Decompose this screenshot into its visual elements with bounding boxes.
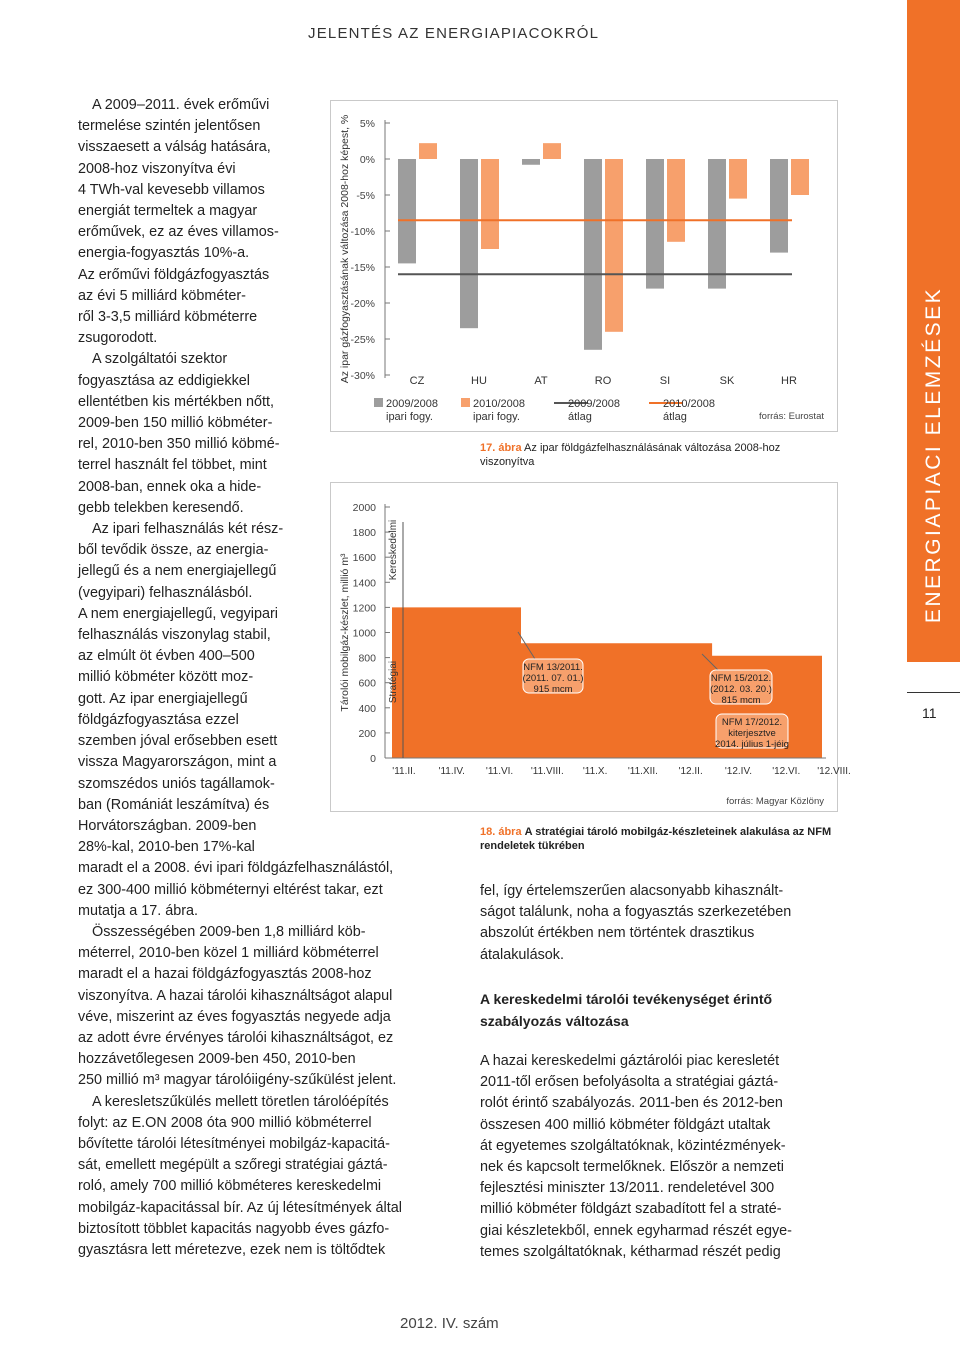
x-tick-label: SI — [659, 375, 671, 387]
text-line: véve, miszerint az éves fogyasztás negyede adja — [78, 1008, 391, 1025]
y-tick-label: -25% — [350, 334, 375, 346]
y-tick-label: 200 — [358, 727, 376, 740]
text-line: az évi 5 milliárd köbméter- — [78, 287, 246, 304]
annotation-nfm-15-text: NFM 15/2012. — [710, 673, 772, 684]
text-line: maradt el a hazai földgázfogyasztás 2008-hoz — [78, 966, 372, 983]
text-line: földgázfogyasztása ezzel — [78, 711, 239, 728]
y-tick-label: 1000 — [352, 627, 376, 640]
text-line: Összességében 2009-ben 1,8 milliárd köb- — [92, 923, 366, 940]
text-line: A nem energiajellegű, vegyipari — [78, 605, 278, 622]
right-column-text-bottom — [480, 1051, 840, 1263]
text-line: ban (Romániát leszámítva) és — [78, 796, 270, 813]
text-line: 28%-kal, 2010-ben 17%-kal — [78, 839, 255, 856]
annotation-nfm-17-text: NFM 17/2012. — [721, 717, 783, 728]
x-tick-label: '11.X. — [582, 766, 608, 777]
text-line: temes szolgáltatóknak, kétharmad részét pedig — [480, 1243, 781, 1260]
y-tick-label: 2000 — [352, 502, 376, 514]
text-line: A keresletszűkülés mellett töretlen tárolóépítés — [92, 1093, 389, 1110]
figure-17-caption-text: Az ipar földgázfelhasználásának változása 2008-hoz viszonyítva — [480, 442, 781, 468]
text-line: ez 300-400 millió köbméternyi eltérést takar, ezt — [78, 881, 383, 898]
x-tick-label: '12.VI. — [772, 766, 801, 777]
text-line: fogyasztása az eddigiekkel — [78, 372, 250, 389]
x-tick-label: CZ — [409, 375, 425, 387]
y-tick-label: -15% — [350, 262, 375, 274]
figure-18-chart — [330, 482, 851, 810]
legend-swatch — [374, 398, 383, 407]
y-tick-label: 1400 — [352, 577, 376, 590]
text-line: Az erőművi földgázfogyasztás — [78, 266, 270, 283]
text-line: fel, így értelemszerűen alacsonyabb kihasznált- — [480, 883, 784, 899]
x-tick-label: HR — [781, 375, 797, 387]
text-line: átalakulások. — [480, 946, 564, 963]
legend-label: 2010/2008 — [663, 398, 715, 410]
text-line: összesen 400 millió köbméter földgázt utaltak — [480, 1116, 771, 1133]
source-label: forrás: Magyar Közlöny — [726, 796, 824, 807]
text-line: maradt el a 2008. évi ipari földgázfelhasználástól, — [78, 860, 394, 877]
annotation-nfm-15-text: (2012. 03. 20.) — [710, 684, 772, 695]
legend-swatch — [461, 398, 470, 407]
text-line: termelése szintén jelentősen — [78, 118, 261, 135]
annotation-nfm-13-text: NFM 13/2011. — [523, 662, 583, 673]
text-line: ből tevődik össze, az energia- — [78, 542, 269, 559]
x-tick-label: '11.XII. — [627, 766, 658, 777]
y-tick-label: 0 — [370, 753, 376, 765]
text-line: folyt: az E.ON 2008 óta 900 millió köbméterrel — [78, 1114, 372, 1131]
bar-at-2010 — [543, 143, 561, 159]
text-line: felhasználás viszonylag stabil, — [78, 627, 271, 644]
bar-cz-2010 — [419, 143, 437, 159]
figure-18-caption-text: A stratégiai tároló mobilgáz-készleteinek alakulása az NFM rendeletek tükrében — [480, 826, 832, 852]
y-tick-label: -30% — [350, 370, 375, 382]
figure-17-caption-label: 17. ábra — [480, 442, 522, 454]
text-line: terrel használt fel többet, mint — [78, 457, 267, 474]
text-line: szomszédos uniós tagállamok- — [78, 775, 275, 792]
annotation-nfm-13-text: (2011. 07. 01.) — [522, 673, 584, 684]
text-line: hozzávetőlegesen 2009-ben 450, 2010-ben — [78, 1051, 356, 1068]
text-line: gott. Az ipar energiajellegű — [78, 690, 248, 707]
bar-sk-2009 — [708, 159, 726, 289]
bar-si-2009 — [646, 159, 664, 289]
x-tick-label: '12.VIII. — [817, 766, 851, 777]
page-number-rule — [907, 692, 960, 693]
bar-hr-2009 — [770, 159, 788, 253]
bar-ro-2010 — [605, 159, 623, 332]
text-line: méterrel, 2010-ben közel 1 milliárd köbméterrel — [78, 945, 379, 962]
text-line: 4 TWh-val kevesebb villamos — [78, 181, 265, 198]
x-tick-label: SK — [719, 375, 735, 387]
text-line: visszaesett a válság hatására, — [78, 139, 271, 156]
text-line: viszonyítva. A hazai tárolói kihasználtságot alapul — [78, 987, 393, 1004]
annotation-nfm-17-text: kiterjesztve — [728, 728, 776, 739]
legend-label: ipari fogy. — [473, 411, 520, 423]
text-line: giai készletekből, ennek egyharmad részét egye- — [480, 1222, 792, 1239]
bar-cz-2009 — [398, 159, 416, 263]
legend-label: 2009/2008 — [568, 398, 620, 410]
text-line: vissza Magyarországon, mint a — [78, 754, 277, 771]
text-line: szemben jóval erősebben esett — [78, 733, 278, 750]
bar-at-2009 — [522, 159, 540, 165]
y-axis-label: Az ipar gázfogyasztásának változása 2008-hoz képest, % — [339, 114, 351, 384]
bar-hu-2010 — [481, 159, 499, 249]
x-tick-label: AT — [534, 375, 548, 387]
text-line: ságot találunk, noha a fogyasztás szerkezetében — [480, 904, 792, 921]
annotation-nfm-13-text: 915 mcm — [533, 684, 573, 695]
section-label: ENERGIAPIACI ELEMZÉSEK — [922, 286, 945, 624]
annotation-esz: ESZ, kapcsoltak számára átadott — [610, 620, 758, 631]
legend-label: 2010/2008 — [473, 398, 525, 410]
text-line: A hazai kereskedelmi gáztárolói piac keresletét — [480, 1053, 780, 1069]
text-line: 2009-ben 150 millió köbméter- — [78, 415, 273, 432]
bar-si-2010 — [667, 159, 685, 242]
text-line: energia-fogyasztás 10%-a. — [78, 245, 250, 262]
text-line: erőművek, ez az éves villamos- — [78, 224, 279, 241]
y-tick-label: 1600 — [352, 552, 376, 565]
text-line: 2008-hoz viszonyítva évi — [78, 160, 236, 177]
y-tick-label: 5% — [359, 118, 375, 130]
text-line: nek és kapcsolt termelőknek. Először a nemzeti — [480, 1159, 784, 1176]
x-tick-label: '11.IV. — [438, 766, 465, 777]
y-tick-label: -10% — [350, 226, 375, 238]
text-line: sát, emellett megépült a szőregi stratégiai gáztá- — [78, 1157, 388, 1174]
right-column-text-top — [480, 881, 840, 966]
legend-label: 2009/2008 — [386, 398, 438, 410]
text-line: A szolgáltatói szektor — [92, 351, 228, 368]
y-tick-label: 600 — [358, 677, 376, 690]
band-label-commercial: Kereskedelmi — [388, 519, 399, 581]
y-tick-label: 800 — [358, 652, 376, 665]
text-line: az adott évre érvényes tárolói kihasználtságot, ez — [78, 1029, 394, 1046]
y-tick-label: -20% — [350, 298, 375, 310]
text-line: rel, 2010-ben 350 millió köbmé- — [78, 436, 280, 453]
text-line: rolót érintő szabályozás. 2011-ben és 2012-ben — [480, 1095, 783, 1112]
text-line: jellegű és a nem energiajellegű — [78, 563, 277, 580]
figure-17-caption — [480, 441, 830, 469]
x-tick-label: HU — [471, 375, 487, 387]
y-tick-label: 400 — [358, 702, 376, 715]
bar-sk-2010 — [729, 159, 747, 199]
text-line: mobilgáz-kapacitással bír. Az új létesítmények által — [78, 1199, 402, 1216]
text-line: bővítette tárolói létesítményei mobilgáz-kapacitá- — [78, 1135, 390, 1152]
running-header: JELENTÉS AZ ENERGIAPIACOKRÓL — [308, 25, 600, 42]
annotation-nfm-15-text: 815 mcm — [721, 695, 761, 706]
y-tick-label: 1200 — [352, 602, 376, 615]
text-line: biztosított többlet kapacitás nagyobb éves gázfo- — [78, 1220, 390, 1237]
text-line: 2008-ban, ennek oka a hide- — [78, 478, 262, 495]
annotation-nfm-17-text: 2014. július 1-jéig — [715, 739, 789, 750]
text-line: roló, amely 700 millió köbméteres kereskedelmi — [78, 1178, 382, 1195]
text-line: át egyetemes szolgáltatóknak, közintézmények- — [480, 1137, 786, 1154]
legend-label: átlag — [568, 411, 592, 423]
text-line: zsugorodott. — [78, 330, 158, 347]
x-tick-label: '11.VIII. — [530, 766, 564, 777]
text-line: abszolút értékben nem történtek drasztikus — [480, 925, 755, 942]
y-axis-label: Tárolói mobilgáz-készlet, millió m³ — [339, 553, 351, 712]
x-tick-label: '11.VI. — [485, 766, 514, 777]
figure-18-caption-label: 18. ábra — [480, 826, 522, 838]
x-tick-label: RO — [594, 375, 612, 387]
text-line: mutatja a 17. ábra. — [78, 902, 198, 919]
y-tick-label: 0% — [359, 154, 375, 166]
x-tick-label: '12.IV. — [724, 766, 753, 777]
text-line: gyasztásra lett méretezve, ezek nem is töltődtek — [78, 1241, 386, 1258]
text-line: gebb telekben keresendő. — [78, 499, 244, 516]
y-tick-label: 1800 — [352, 527, 376, 540]
band-label-strategic: Stratégiai — [388, 660, 399, 704]
text-line: az elmúlt öt évben 400–500 — [78, 648, 255, 665]
legend-label: ipari fogy. — [386, 411, 433, 423]
figure-17-chart — [330, 100, 836, 430]
text-line: Az ipari felhasználás két rész- — [92, 521, 284, 538]
text-line: Horvátországban. 2009-ben — [78, 817, 257, 834]
text-line: (vegyipari) felhasználásból. — [78, 584, 253, 601]
bar-ro-2009 — [584, 159, 602, 350]
text-line: 2011-től erősen befolyásolta a stratégiai gáztá- — [480, 1074, 779, 1091]
source-label: forrás: Eurostat — [759, 411, 824, 422]
text-line: millió köbméter között moz- — [78, 669, 254, 686]
text-line: ről 3-3,5 milliárd köbméterre — [78, 309, 258, 326]
footer-issue: 2012. IV. szám — [400, 1315, 499, 1332]
text-line: A 2009–2011. évek erőművi — [92, 97, 270, 113]
text-line: ellentétben kis mértékben nőtt, — [78, 393, 274, 410]
page-number: 11 — [922, 705, 937, 721]
x-tick-label: '11.II. — [392, 766, 416, 777]
text-line: energiát termeltek a magyar — [78, 203, 258, 220]
text-line: millió köbméter földgázt szabadított fel a straté- — [480, 1201, 782, 1218]
bar-hu-2009 — [460, 159, 478, 328]
bar-hr-2010 — [791, 159, 809, 195]
figure-18-caption — [480, 825, 835, 853]
text-line: 250 millió m³ magyar tárolóiigény-szűkülést jelent. — [78, 1072, 397, 1089]
x-tick-label: '12.II. — [678, 766, 703, 777]
text-line: fejlesztési miniszter 13/2011. rendeletével 300 — [480, 1180, 775, 1197]
section-heading: A kereskedelmi tárolói tevékenységet érintő szabályozás változása — [480, 991, 773, 1029]
legend-label: átlag — [663, 411, 687, 423]
y-tick-label: -5% — [356, 190, 375, 202]
